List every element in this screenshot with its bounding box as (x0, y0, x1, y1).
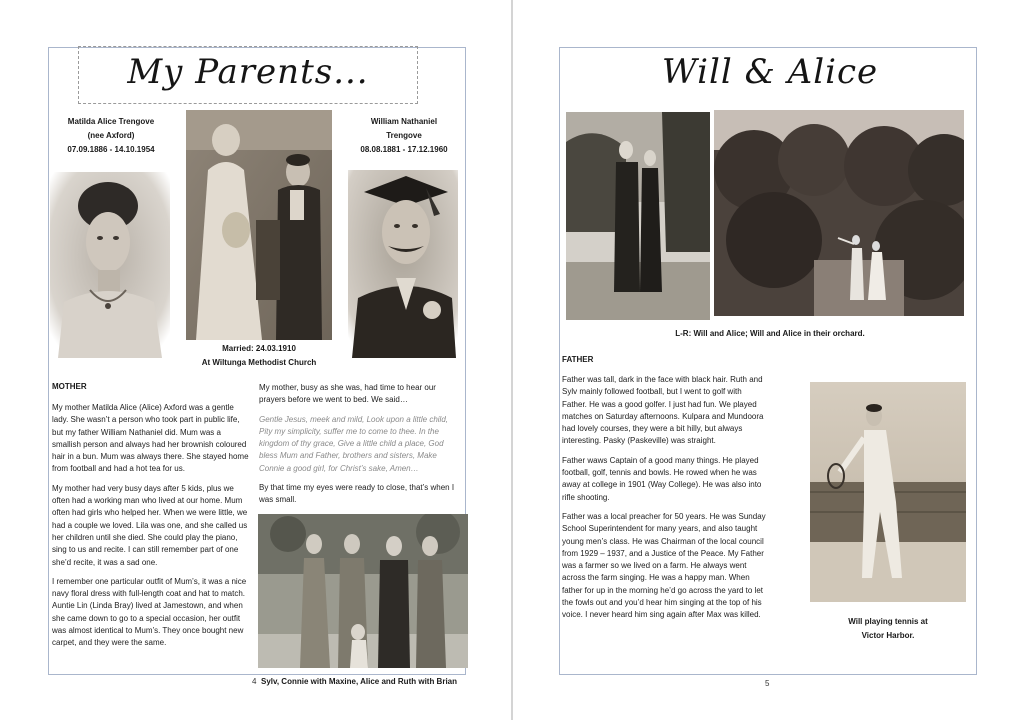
father-paragraph-1: Father was tall, dark in the face with black hair. Ruth and Sylv mainly followed football, but I went to golf with Father. He was a good golfer. I just had fun. We played matches on Saturday afternoons. Kulpara and Mundoora had lovely courses, they were a bit hilly, but always interesting. Pasky (Paskeville) was straight. (562, 375, 764, 446)
mother-portrait-photo (50, 172, 170, 358)
tennis-caption (810, 615, 966, 643)
orchard-photo (714, 110, 964, 316)
wedding-caption (186, 342, 332, 370)
tennis-caption-line-1: Will playing tennis at (848, 617, 928, 626)
father-portrait-photo (348, 170, 458, 358)
prayer-close: By that time my eyes were ready to close, that’s when I was small. (259, 483, 455, 505)
wedding-photo (186, 110, 332, 340)
father-dates: 08.08.1881 - 17.12.1960 (360, 145, 448, 154)
tennis-caption-line-2: Victor Harbor. (861, 631, 915, 640)
mother-heading: MOTHER (52, 382, 87, 391)
left-page-number: 4 (252, 677, 257, 686)
wedding-place: At Wiltunga Methodist Church (201, 358, 317, 367)
mother-nee: (nee Axford) (87, 131, 135, 140)
mother-name: Matilda Alice Trengove (67, 117, 155, 126)
right-page-title: Will & Alice (661, 52, 879, 92)
mother-paragraph-3: I remember one particular outfit of Mum’s, it was a nice navy floral dress with full-length coat and hat to match. Auntie Lin (Linda Bray) lived at Jamestown, and when she came down to go to a special occasion, her outfit was almost identical to Mum’s. They once bought new carpet, and they were the same. (52, 576, 247, 648)
father-name: William Nathaniel (370, 117, 438, 126)
left-page-title: My Parents... (127, 52, 369, 92)
mother-text-column (52, 402, 252, 657)
father-text-column (562, 374, 768, 629)
wedding-date: Married: 24.03.1910 (222, 344, 296, 353)
mother-paragraph-1: My mother Matilda Alice (Alice) Axford was a gentle lady. She wasn’t a person who took part in public life, but my father William Nathaniel did. Mum was a smallish person and always had her brownish coloured hair in a bun. Mum was always there. She stayed home from football and had a hot tea for us. (52, 403, 249, 474)
mother-paragraph-2: My mother had very busy days after 5 kids, plus we often had a working man who lived at our home. Mum often had girls who helped her. When we were little, we had a couple we loved. Lila was one, and she called us her children until she died. She could play the piano, sing to us and recite. I can still remember part of one she’d recite, it was a sad one. (52, 483, 248, 567)
prayer-intro: My mother, busy as she was, had time to hear our prayers before we went to bed. We said… (259, 383, 436, 405)
father-paragraph-2: Father waws Captain of a good many things. He played football, golf, tennis and bowls. He rowed when he was away at college in 1901 (Way College). He was also into rifle shooting. (562, 455, 762, 502)
father-caption (350, 115, 458, 157)
father-heading: FATHER (562, 355, 594, 364)
father-surname: Trengove (386, 131, 422, 140)
couple-standing-photo (566, 112, 710, 320)
mother-dates: 07.09.1886 - 14.10.1954 (67, 145, 155, 154)
tennis-photo (810, 382, 966, 602)
prayer-text-column (259, 382, 459, 514)
family-group-photo (258, 514, 468, 668)
right-page-number: 5 (765, 679, 770, 688)
page-divider (511, 0, 513, 720)
group-photo-caption: Sylv, Connie with Maxine, Alice and Ruth with Brian (260, 677, 458, 686)
photos-caption: L-R: Will and Alice; Will and Alice in their orchard. (675, 329, 865, 338)
mother-caption (56, 115, 166, 157)
father-paragraph-3: Father was a local preacher for 50 years. He was Sunday School Superintendent for many years, and also taught young men’s class. He was Chairman of the local council from 1929 – 1937, and a Justice of the Peace. My Father was a farmer so we lived on a farm. He always went across the farm singing. He was a happy man. When father for up in the morning he’d go across the yard to let the fowls out and you’d hear him singing at the top of his voice. I never heard him sing again after Max was killed. (562, 511, 766, 620)
prayer-verse: Gentle Jesus, meek and mild, Look upon a little child, Pity my simplicity, suffer me to come to thee. In the kingdom of thy grace, Give a little child a place, God bless Mum and Father, brothers and sisters, Make Connie a good girl, for Christ’s sake, Amen… (259, 414, 448, 473)
